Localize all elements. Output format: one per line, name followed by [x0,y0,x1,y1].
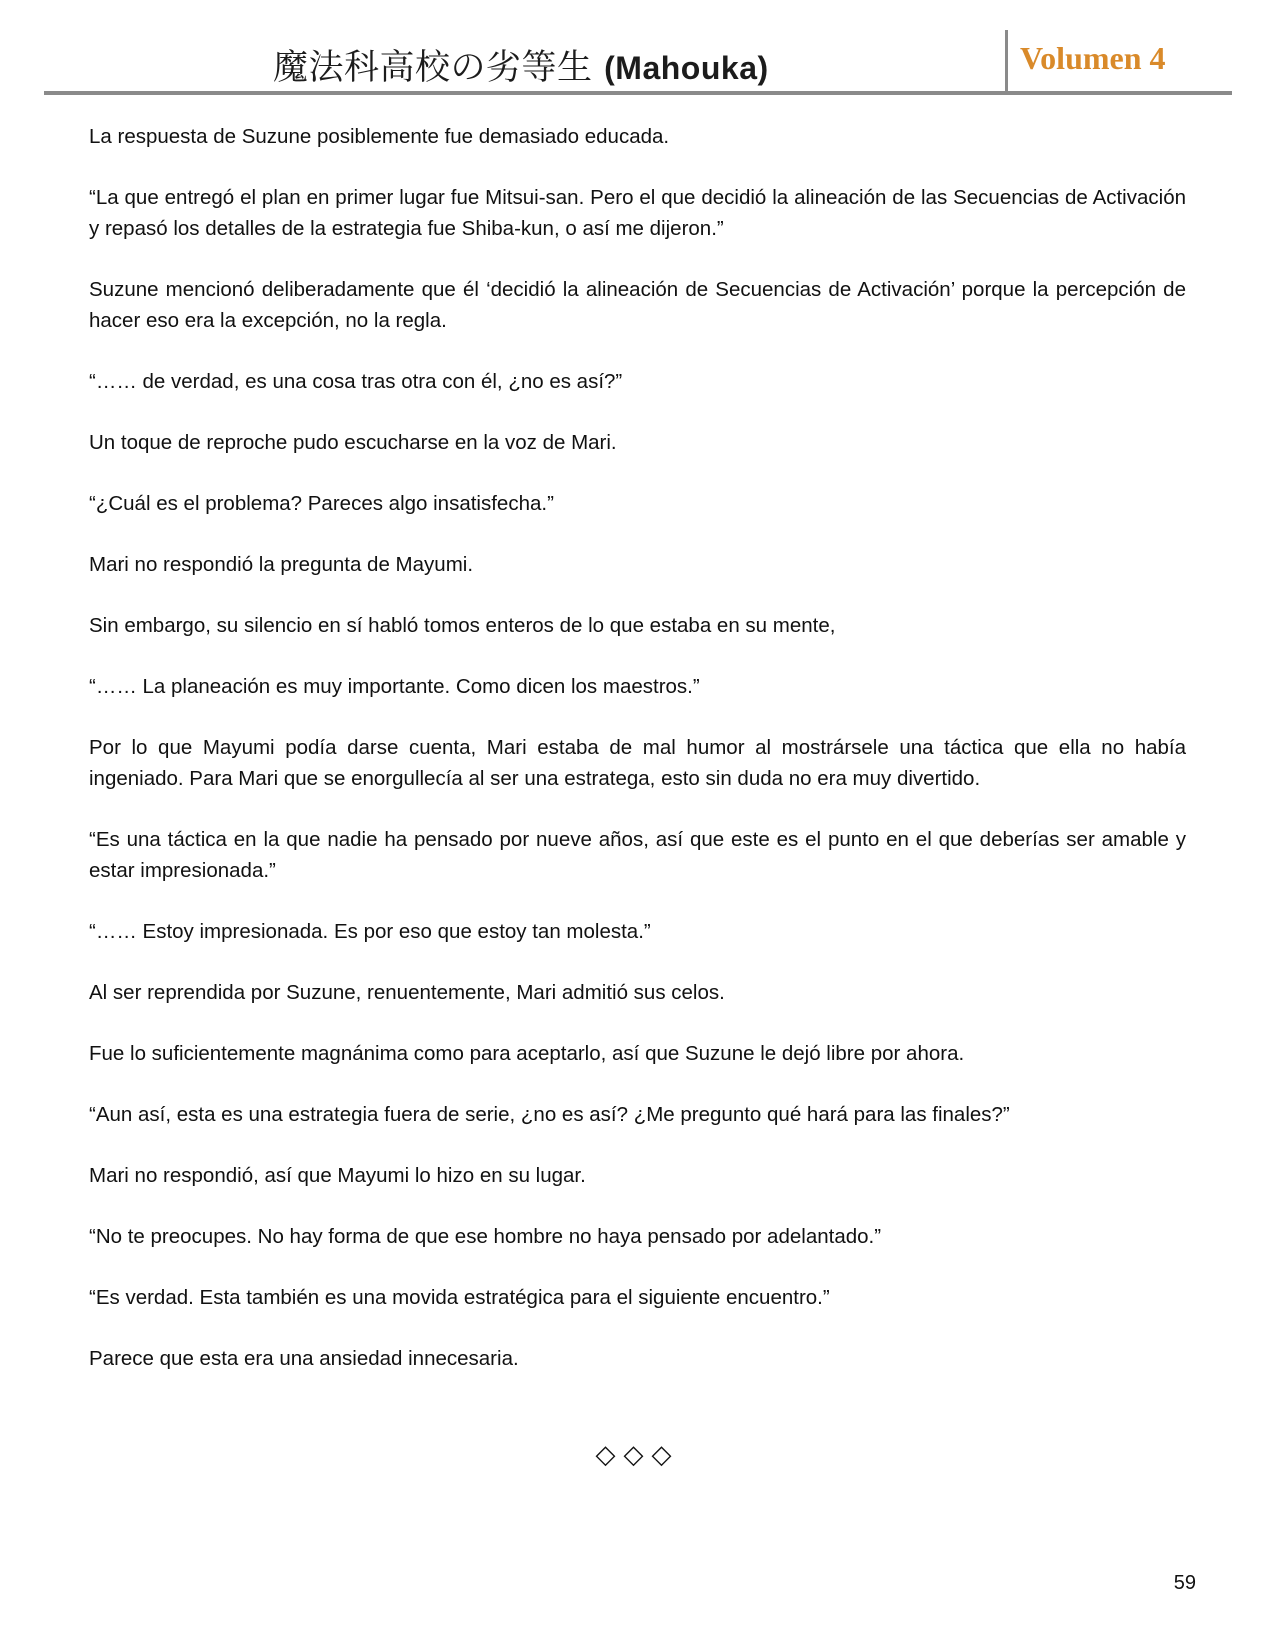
header-horizontal-rule [44,91,1232,95]
paragraph: “La que entregó el plan en primer lugar fue Mitsui-san. Pero el que decidió la alineación de las Secuencias de Activación y repasó los detalles de la estrategia fue Shiba-kun, o así me dijeron.” [89,186,1186,240]
paragraph: “No te preocupes. No hay forma de que ese hombre no haya pensado por adelantado.” [89,1225,882,1248]
paragraph: “…… La planeación es muy importante. Como dicen los maestros.” [89,675,700,698]
volume-label: Volumen 4 [1020,40,1166,76]
page-header [0,0,1275,100]
paragraph: Parece que esta era una ansiedad innecesaria. [89,1347,519,1370]
book-title-latin: (Mahouka) [604,50,769,86]
paragraph: “Es verdad. Esta también es una movida estratégica para el siguiente encuentro.” [89,1286,830,1309]
paragraph: La respuesta de Suzune posiblemente fue demasiado educada. [89,125,670,148]
paragraph: Al ser reprendida por Suzune, renuentemente, Mari admitió sus celos. [89,981,725,1004]
paragraph: Fue lo suficientemente magnánima como para aceptarlo, así que Suzune le dejó libre por ahora. [89,1042,965,1065]
book-title-japanese: 魔法科高校の劣等生 [273,48,605,88]
page-body [89,121,1186,1404]
paragraph: Por lo que Mayumi podía darse cuenta, Mari estaba de mal humor al mostrársele una táctica que ella no había ingeniado. Para Mari que se enorgullecía al ser una estratega, esto sin duda no era muy divertido. [89,736,1186,790]
paragraph: Sin embargo, su silencio en sí habló tomos enteros de lo que estaba en su mente, [89,614,836,637]
paragraph: “¿Cuál es el problema? Pareces algo insatisfecha.” [89,492,554,515]
paragraph: “Es una táctica en la que nadie ha pensado por nueve años, así que este es el punto en el que deberías ser amable y estar impresionada.” [89,828,1186,882]
paragraph: “…… de verdad, es una cosa tras otra con él, ¿no es así?” [89,370,623,393]
header-vertical-divider [1005,30,1008,92]
scene-break-separator: ◇◇◇ [595,1440,680,1470]
paragraph: Mari no respondió, así que Mayumi lo hizo en su lugar. [89,1164,586,1187]
book-title [273,40,769,90]
paragraph: Suzune mencionó deliberadamente que él ‘decidió la alineación de Secuencias de Activación’ porque la percepción de hacer eso era la excepción, no la regla. [89,278,1186,332]
paragraph: “…… Estoy impresionada. Es por eso que estoy tan molesta.” [89,920,651,943]
paragraph: “Aun así, esta es una estrategia fuera de serie, ¿no es así? ¿Me pregunto qué hará para las finales?” [89,1103,1010,1126]
paragraph: Mari no respondió la pregunta de Mayumi. [89,553,474,576]
paragraph: Un toque de reproche pudo escucharse en la voz de Mari. [89,431,617,454]
page-number: 59 [1173,1572,1196,1594]
